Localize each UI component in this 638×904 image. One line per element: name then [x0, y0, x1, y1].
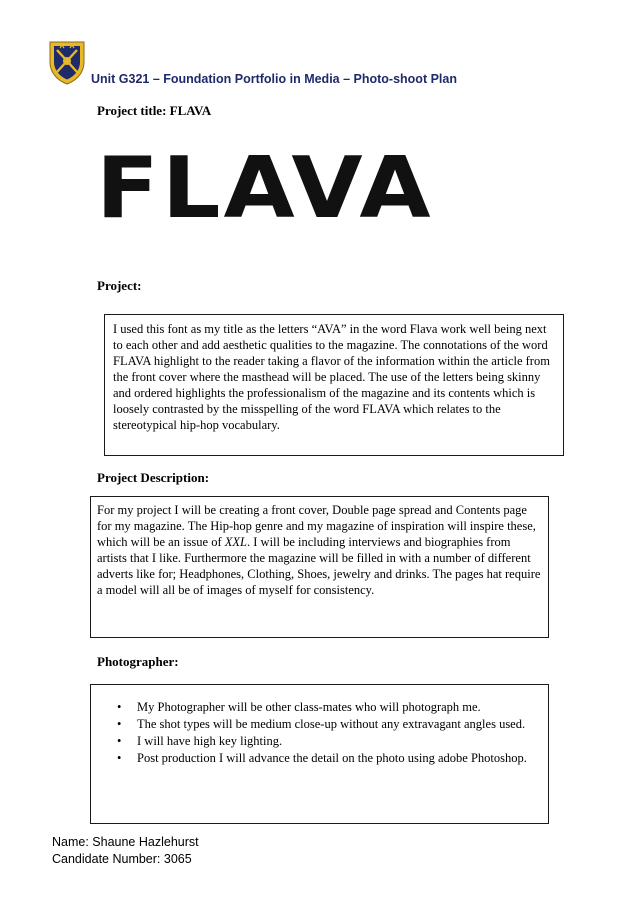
- list-item: • I will have high key lighting.: [117, 734, 283, 748]
- project-description-box: [90, 496, 549, 638]
- photographer-box: [90, 684, 549, 824]
- candidate-number: Candidate Number: 3065: [52, 852, 192, 866]
- list-item: • The shot types will be medium close-up without any extravagant angles used.: [117, 717, 526, 731]
- project-title-label: Project title: FLAVA: [97, 103, 212, 118]
- bullet-icon: •: [117, 734, 122, 748]
- bullet-icon: •: [117, 751, 122, 765]
- project-description-label: Project Description:: [97, 470, 210, 485]
- candidate-name: Name: Shaune Hazlehurst: [52, 835, 199, 849]
- bullet-icon: •: [117, 700, 122, 714]
- unit-header: Unit G321 – Foundation Portfolio in Media – Photo-shoot Plan: [91, 72, 457, 86]
- school-crest-icon: [48, 40, 86, 86]
- list-item: • My Photographer will be other class-mates who will photograph me.: [117, 700, 481, 714]
- photographer-list: [117, 699, 538, 766]
- magazine-inspiration-name: XXL: [224, 535, 247, 549]
- flava-logo: FLAVA: [96, 138, 434, 238]
- project-box: [104, 314, 564, 456]
- project-description-text: For my project I will be creating a front cover, Double page spread and Contents page for my magazine. The Hip-hop genre and my magazine of inspiration will inspire these, which will be an issue of XXL. I will be including interviews and biographies from artists that I like. Furthermore the magazine will be filled in with a number of different adverts like for; Headphones, Clothing, Shoes, jewelry and drinks. The pages hat require a model will all be of images of myself for consistency.: [97, 503, 541, 597]
- photographer-label: Photographer:: [97, 654, 179, 669]
- list-item: • Post production I will advance the detail on the photo using adobe Photoshop.: [117, 751, 527, 765]
- project-label: Project:: [97, 278, 142, 293]
- project-text: I used this font as my title as the letters “AVA” in the word Flava work well being next to each other and add aesthetic qualities to the magazine. The connotations of the word FLAVA highlight to the reader taking a flavor of the information within the article from the front cover where the masthead will be placed. The use of the letters being skinny and ordered highlights the professionalism of the magazine and its contents which is loosely contrasted by the misspelling of the word FLAVA which relates to the stereotypical hip-hop vocabulary.: [113, 322, 550, 432]
- bullet-icon: •: [117, 717, 122, 731]
